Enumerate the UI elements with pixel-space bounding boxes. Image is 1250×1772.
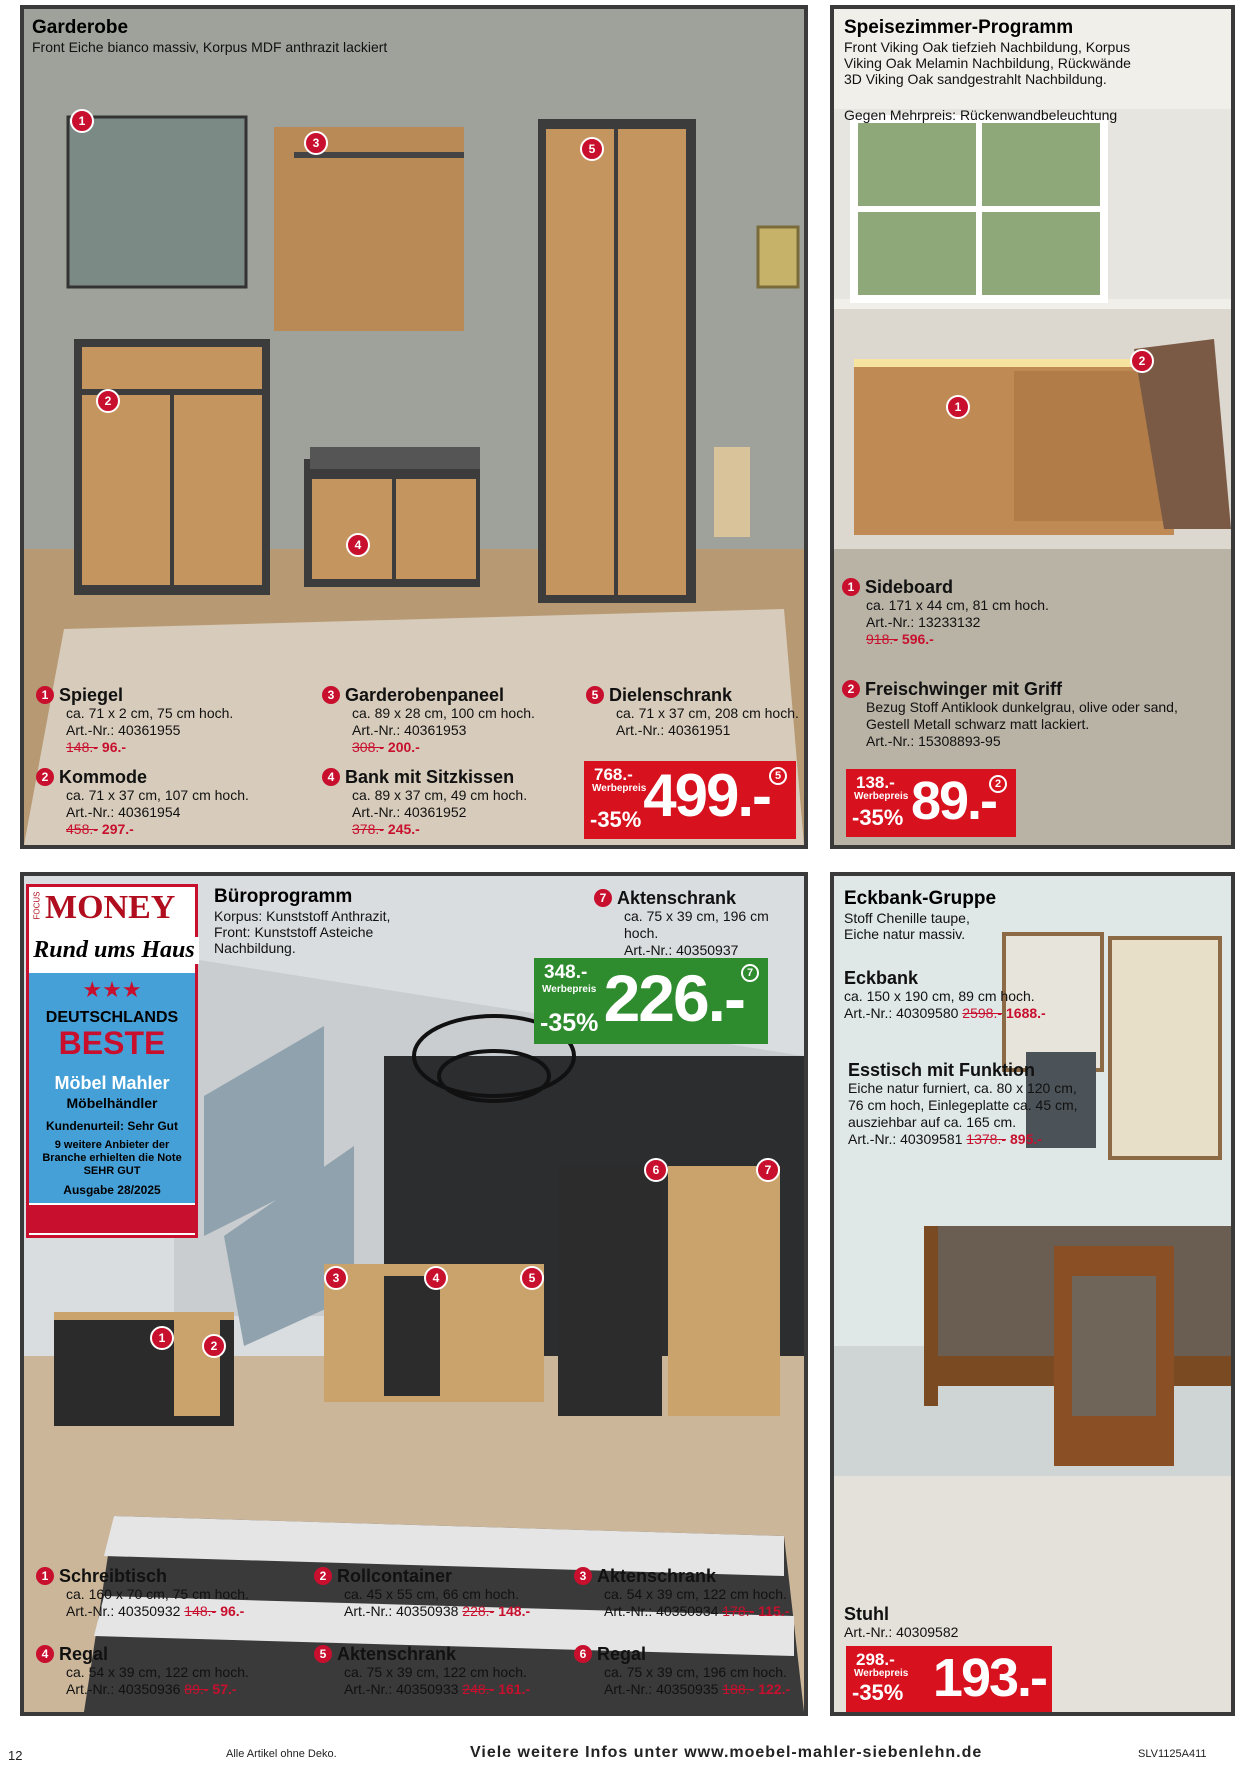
item-sideboard xyxy=(842,577,1142,648)
item-name: Freischwinger mit Griff xyxy=(865,679,1063,699)
price-box-aktenschrank xyxy=(534,958,768,1044)
money-badge xyxy=(26,884,198,1238)
item-art: Art.-Nr.: 40361954 xyxy=(66,804,181,820)
new-price: 1688.- xyxy=(1006,1005,1046,1021)
item-dims: ca. 160 x 70 cm, 75 cm hoch. xyxy=(66,1586,249,1602)
price-label: Werbepreis xyxy=(854,791,909,802)
money-script: Rund ums Haus xyxy=(29,937,199,964)
marker-6: 6 xyxy=(644,1158,668,1182)
item-name: Aktenschrank xyxy=(597,1566,717,1586)
new-price: 200.- xyxy=(387,739,420,755)
item-dims: ca. 75 x 39 cm, 196 cm hoch. xyxy=(604,1664,787,1680)
num-badge: 1 xyxy=(36,1567,54,1585)
marker-3: 3 xyxy=(324,1266,348,1290)
marker-4: 4 xyxy=(346,533,370,557)
marker-1: 1 xyxy=(150,1326,174,1350)
item-dims: ca. 71 x 37 cm, 107 cm hoch. xyxy=(66,787,249,803)
item-art: Art.-Nr.: 40350936 xyxy=(66,1681,181,1697)
new-price: 57.- xyxy=(212,1681,237,1697)
garderobe-desc: Front Eiche bianco massiv, Korpus MDF anthrazit lackiert xyxy=(32,39,388,55)
money-line5: Kundenurteil: Sehr Gut xyxy=(46,1119,178,1133)
old-price: 458.- xyxy=(66,821,98,837)
num-badge: 1 xyxy=(842,578,860,596)
speisezimmer-extra: Gegen Mehrpreis: Rückenwandbeleuchtung xyxy=(844,107,1118,123)
old-price: 148.- xyxy=(66,739,98,755)
price-value: 499.- xyxy=(643,762,770,829)
num-badge: 2 xyxy=(314,1567,332,1585)
marker-2: 2 xyxy=(1130,349,1154,373)
marker-2: 2 xyxy=(96,389,120,413)
item-art: Art.-Nr.: 40309582 xyxy=(844,1624,959,1640)
money-brand: MONEY xyxy=(45,889,176,926)
num-badge: 1 xyxy=(36,686,54,704)
new-price: 895.- xyxy=(1010,1131,1042,1147)
money-roof xyxy=(29,1205,195,1233)
price-num-badge: 5 xyxy=(769,767,787,785)
garderobe-title: Garderobe xyxy=(32,17,129,38)
item-art: Art.-Nr.: 40361951 xyxy=(616,722,731,738)
num-badge: 5 xyxy=(586,686,604,704)
item-name: Spiegel xyxy=(59,685,124,705)
item-name: Dielenschrank xyxy=(609,685,733,705)
footer-info: Viele weitere Infos unter www.moebel-mahler-siebenlehn.de xyxy=(470,1744,983,1761)
item-aktenschrank-5 xyxy=(314,1644,564,1698)
num-badge: 4 xyxy=(322,768,340,786)
price-discount: -35% xyxy=(852,805,904,830)
item-name: Eckbank xyxy=(844,968,919,988)
price-discount: -35% xyxy=(852,1680,904,1705)
marker-5: 5 xyxy=(520,1266,544,1290)
item-name: Esstisch mit Funktion xyxy=(848,1060,1036,1080)
item-art: Art.-Nr.: 40361952 xyxy=(352,804,467,820)
item-name: Sideboard xyxy=(865,577,954,597)
item-garderobenpaneel xyxy=(322,685,562,756)
item-name: Rollcontainer xyxy=(337,1566,453,1586)
item-art: Art.-Nr.: 40361953 xyxy=(352,722,467,738)
old-price: 918.- xyxy=(866,631,898,647)
new-price: 596.- xyxy=(901,631,934,647)
num-badge: 6 xyxy=(574,1645,592,1663)
item-aktenschrank-3 xyxy=(574,1566,804,1620)
item-dims: Bezug Stoff Antiklook dunkelgrau, olive oder sand, Gestell Metall schwarz matt lackiert. xyxy=(866,699,1178,732)
num-badge: 4 xyxy=(36,1645,54,1663)
item-dims: ca. 71 x 37 cm, 208 cm hoch. xyxy=(616,705,799,721)
footer-code: SLV1125A411 xyxy=(1138,1748,1207,1760)
item-art: Art.-Nr.: 40350933 xyxy=(344,1681,459,1697)
money-line3: Möbel Mahler xyxy=(54,1073,170,1093)
item-bank xyxy=(322,767,562,838)
item-art: Art.-Nr.: 15308893-95 xyxy=(866,733,1001,749)
eckbank-desc: Stoff Chenille taupe, Eiche natur massiv. xyxy=(844,910,970,942)
item-name: Aktenschrank xyxy=(337,1644,457,1664)
item-art: Art.-Nr.: 40361955 xyxy=(66,722,181,738)
price-num-badge: 7 xyxy=(741,964,759,982)
price-old: 298.- xyxy=(856,1650,895,1669)
new-price: 148.- xyxy=(498,1603,531,1619)
item-art: Art.-Nr.: 40309581 xyxy=(848,1131,963,1147)
money-line6: 9 weitere Anbieter der Branche erhielten die Note SEHR GUT xyxy=(42,1139,182,1177)
item-dims: ca. 71 x 2 cm, 75 cm hoch. xyxy=(66,705,234,721)
new-price: 245.- xyxy=(387,821,420,837)
item-dims: ca. 150 x 190 cm, 89 cm hoch. xyxy=(844,988,1035,1004)
old-price: 378.- xyxy=(352,821,384,837)
price-discount: -35% xyxy=(590,807,642,832)
num-badge: 5 xyxy=(314,1645,332,1663)
price-box-freischwinger xyxy=(846,769,1016,837)
eckbank-title: Eckbank-Gruppe xyxy=(844,888,997,909)
old-price: 1378.- xyxy=(966,1131,1006,1147)
buero-panel xyxy=(20,872,808,1716)
item-name: Bank mit Sitzkissen xyxy=(345,767,515,787)
item-name: Regal xyxy=(597,1644,647,1664)
marker-5: 5 xyxy=(580,137,604,161)
price-num-badge: 2 xyxy=(989,775,1007,793)
num-badge: 3 xyxy=(322,686,340,704)
page-number: 12 xyxy=(8,1748,23,1763)
num-badge: 2 xyxy=(842,680,860,698)
price-label: Werbepreis xyxy=(854,1668,909,1679)
item-freischwinger xyxy=(842,679,1182,750)
speisezimmer-title: Speisezimmer-Programm xyxy=(844,17,1074,38)
item-rollcontainer xyxy=(314,1566,564,1620)
price-value: 226.- xyxy=(603,961,744,1035)
marker-1: 1 xyxy=(70,109,94,133)
money-stars: ★★★ xyxy=(82,977,142,1002)
price-box-dielenschrank xyxy=(584,761,796,839)
price-discount: -35% xyxy=(540,1009,599,1037)
item-regal-6 xyxy=(574,1644,804,1698)
marker-2: 2 xyxy=(202,1334,226,1358)
item-art: Art.-Nr.: 40350935 xyxy=(604,1681,719,1697)
new-price: 96.- xyxy=(220,1603,245,1619)
new-price: 96.- xyxy=(101,739,127,755)
item-dims: Eiche natur furniert, ca. 80 x 120 cm, 76 cm hoch, Einlegeplatte ca. 45 cm, ausziehbar auf ca. 165 cm. xyxy=(848,1080,1078,1130)
item-kommode xyxy=(36,767,296,838)
item-schreibtisch xyxy=(36,1566,286,1620)
money-line4: Möbelhändler xyxy=(66,1095,158,1111)
marker-4: 4 xyxy=(424,1266,448,1290)
new-price: 297.- xyxy=(101,821,134,837)
item-dims: ca. 89 x 28 cm, 100 cm hoch. xyxy=(352,705,535,721)
item-dielenschrank xyxy=(586,685,806,739)
item-name: Schreibtisch xyxy=(59,1566,168,1586)
item-name: Stuhl xyxy=(844,1604,889,1624)
old-price: 188.- xyxy=(722,1681,755,1697)
num-badge: 7 xyxy=(594,889,612,907)
num-badge: 3 xyxy=(574,1567,592,1585)
item-art: Art.-Nr.: 40309580 xyxy=(844,1005,959,1021)
price-label: Werbepreis xyxy=(592,783,647,794)
item-esstisch xyxy=(848,1060,1078,1148)
marker-1: 1 xyxy=(946,395,970,419)
item-dims: ca. 45 x 55 cm, 66 cm hoch. xyxy=(344,1586,520,1602)
item-name: Garderobenpaneel xyxy=(345,685,505,705)
item-regal-4 xyxy=(36,1644,286,1698)
new-price: 122.- xyxy=(758,1681,791,1697)
old-price: 228.- xyxy=(462,1603,495,1619)
item-art: Art.-Nr.: 40350934 xyxy=(604,1603,719,1619)
money-line2: BESTE xyxy=(58,1025,166,1061)
price-value: 193.- xyxy=(932,1648,1046,1708)
price-old: 768.- xyxy=(594,765,633,784)
price-old: 348.- xyxy=(544,962,588,983)
price-value: 89.- xyxy=(910,771,996,831)
item-aktenschrank-top xyxy=(594,888,804,959)
footer-note: Alle Artikel ohne Deko. xyxy=(226,1748,337,1760)
price-label: Werbepreis xyxy=(542,984,597,995)
item-art: Art.-Nr.: 40350932 xyxy=(66,1603,181,1619)
item-dims: ca. 54 x 39 cm, 122 cm hoch. xyxy=(66,1664,249,1680)
item-dims: ca. 89 x 37 cm, 49 cm hoch. xyxy=(352,787,528,803)
marker-3: 3 xyxy=(304,131,328,155)
item-dims: ca. 75 x 39 cm, 196 cm hoch. xyxy=(624,908,769,941)
garderobe-panel xyxy=(20,5,808,849)
item-name: Aktenschrank xyxy=(617,888,737,908)
old-price: 148.- xyxy=(184,1603,217,1619)
item-dims: ca. 54 x 39 cm, 122 cm hoch. xyxy=(604,1586,787,1602)
money-side: FOCUS xyxy=(32,891,42,920)
speisezimmer-panel xyxy=(830,5,1235,849)
item-name: Regal xyxy=(59,1644,109,1664)
num-badge: 2 xyxy=(36,768,54,786)
item-stuhl xyxy=(844,1604,1044,1641)
speisezimmer-desc: Front Viking Oak tiefzieh Nachbildung, Korpus Viking Oak Melamin Nachbildung, Rückwände 3D Viking Oak sandgestrahlt Nachbildung. xyxy=(844,39,1131,87)
price-old: 138.- xyxy=(856,773,895,792)
old-price: 308.- xyxy=(352,739,384,755)
price-box-stuhl xyxy=(846,1646,1052,1712)
buero-title: Büroprogramm xyxy=(214,886,353,907)
item-spiegel xyxy=(36,685,296,756)
money-line7: Ausgabe 28/2025 xyxy=(63,1183,161,1197)
buero-desc: Korpus: Kunststoff Anthrazit, Front: Kunststoff Asteiche Nachbildung. xyxy=(214,908,391,956)
money-line1: DEUTSCHLANDS xyxy=(45,1009,179,1026)
item-art: Art.-Nr.: 13233132 xyxy=(866,614,981,630)
item-dims: ca. 75 x 39 cm, 122 cm hoch. xyxy=(344,1664,527,1680)
marker-7: 7 xyxy=(756,1158,780,1182)
old-price: 89.- xyxy=(184,1681,209,1697)
item-eckbank xyxy=(844,968,1144,1022)
old-price: 2598.- xyxy=(962,1005,1002,1021)
item-art: Art.-Nr.: 40350938 xyxy=(344,1603,459,1619)
item-name: Kommode xyxy=(59,767,148,787)
old-price: 248.- xyxy=(462,1681,495,1697)
old-price: 178.- xyxy=(722,1603,755,1619)
new-price: 115.- xyxy=(758,1603,790,1619)
new-price: 161.- xyxy=(498,1681,531,1697)
item-dims: ca. 171 x 44 cm, 81 cm hoch. xyxy=(866,597,1049,613)
item-art: Art.-Nr.: 40350937 xyxy=(624,942,739,958)
eckbank-panel xyxy=(830,872,1235,1716)
